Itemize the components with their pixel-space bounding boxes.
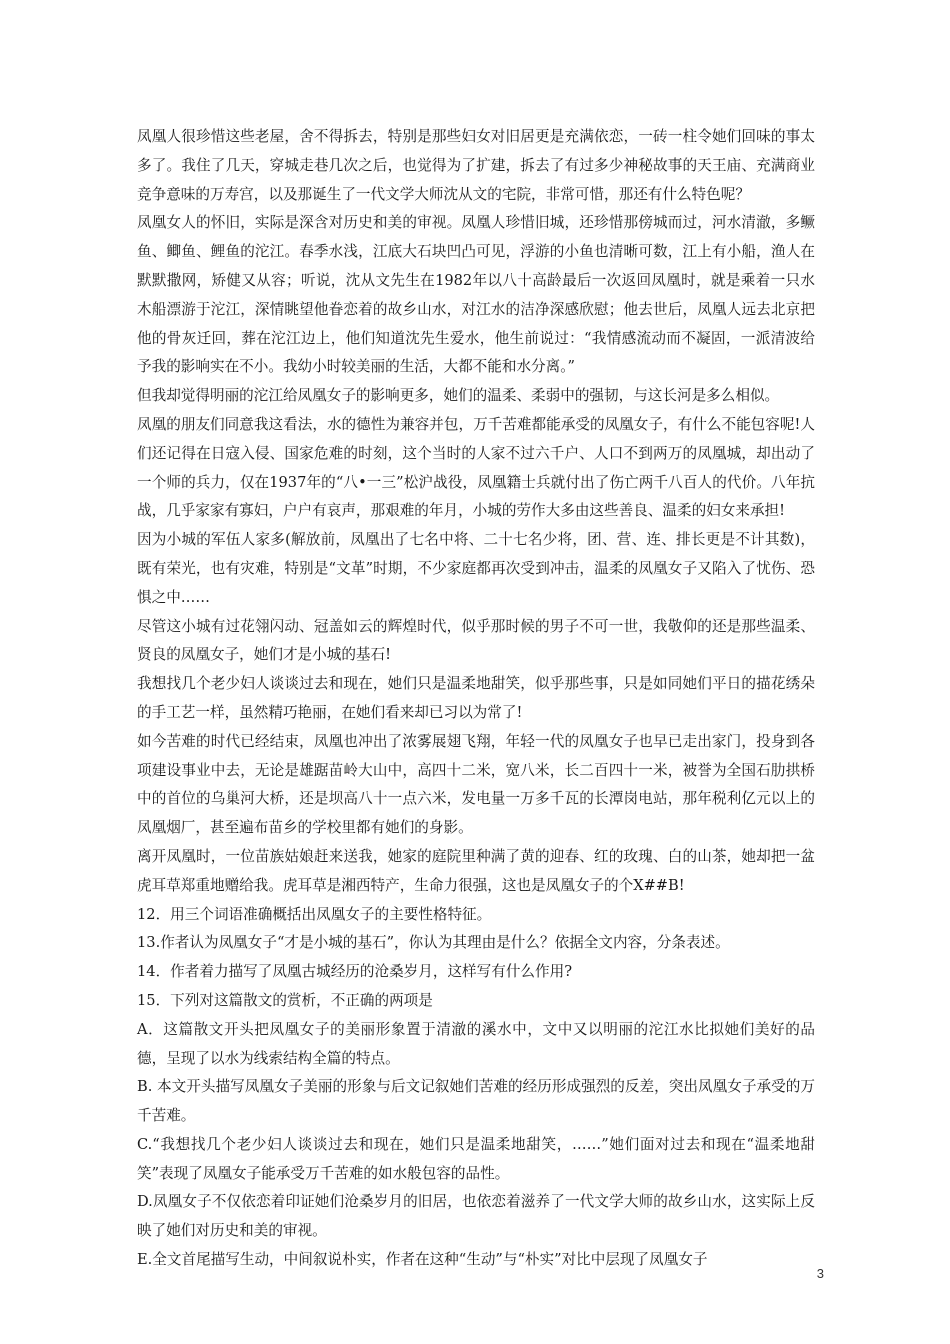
paragraph-gentle-smile: 我想找几个老少妇人谈谈过去和现在，她们只是温柔地甜笑，似乎那些事，只是如同她们平日的描花绣朵的手工艺一样，虽然精巧艳丽，在她们看来却已习以为常了! (137, 675, 815, 721)
option-a: A．这篇散文开头把凤凰女子的美丽形象置于清澈的溪水中，文中又以明丽的沱江水比拟她们美好的品德，呈现了以水为线索结构全篇的特点。 (137, 1020, 815, 1067)
option-d: D.凤凰女子不仅依恋着印证她们沧桑岁月的旧居，也依恋着滋养了一代文学大师的故乡山水，这实际上反映了她们对历史和美的审视。 (137, 1193, 815, 1240)
question-12: 12．用三个词语准确概括出凤凰女子的主要性格特征。 (137, 905, 492, 923)
paragraph-military-families: 因为小城的军伍人家多(解放前，凤凰出了七名中将、二十七名少将，团、营、连、排长更是不计其数)，既有荣光，也有灾难，特别是“文革”时期，不少家庭都再次受到冲击，温柔的凤凰女子又陷入了忧伤、恐惧之中…… (137, 531, 815, 606)
question-13: 13.作者认为凤凰女子“才是小城的基石”，你认为其理由是什么？依据全文内容，分条表述。 (137, 934, 730, 952)
paragraph-tuojiang-river: 凤凰女人的怀旧，实际是深含对历史和美的审视。凤凰人珍惜旧城，还珍惜那傍城而过，河水清澈，多鳜鱼、鲫鱼、鲤鱼的沱江。春季水浅，江底大石块凹凸可见，浮游的小鱼也清晰可数，江上有小船，渔人在默默撒网，矫健又从容；听说，沈从文先生在1982年以八十高龄最后一次返回凤凰时，就是乘着一只水木船漂游于沱江，深情眺望他眷恋着的故乡山水，对江水的洁净深感欣慰；他去世后，凤凰人远去北京把他的骨灰迁回，葬在沱江边上，他们知道沈先生爱水，他生前说过：“我情感流动而不凝固，一派清波给予我的影响实在不小。我幼小时较美丽的生活，大都不能和水分离。” (137, 214, 815, 376)
option-b: B. 本文开头描写凤凰女子美丽的形象与后文记叙她们苦难的经历形成强烈的反差，突出凤凰女子承受的万千苦难。 (137, 1078, 815, 1125)
page-number: 3 (816, 1266, 824, 1281)
question-14: 14．作者着力描写了凤凰古城经历的沧桑岁月，这样写有什么作用? (137, 963, 573, 981)
option-e: E.全文首尾描写生动，中间叙说朴实，作者在这种“生动”与“朴实”对比中层现了凤凰女子 (137, 1251, 708, 1269)
question-15: 15．下列对这篇散文的赏析，不正确的两项是 (137, 991, 433, 1009)
paragraph-war-hardship: 凤凰的朋友们同意我这看法，水的德性为兼容并包，万千苦难都能承受的凤凰女子，有什么不能包容呢!人们还记得在日寇入侵、国家危难的时刻，这个当时的人家不过六千户、人口不到两万的凤凰城，却出动了一个师的兵力，仅在1937年的“八•一三”松沪战役，凤凰籍士兵就付出了伤亡两千八百人的代价。八年抗战，几乎家家有寡妇，户户有哀声，那艰难的年月，小城的劳作大多由这些善良、温柔的妇女来承担! (137, 415, 815, 520)
paragraph-cornerstone: 尽管这小城有过花翎闪动、冠盖如云的辉煌时代，似乎那时候的男子不可一世，我敬仰的还是那些温柔、贤良的凤凰女子，她们才是小城的基石! (137, 617, 815, 664)
document-body (137, 123, 815, 1275)
paragraph-farewell: 离开凤凰时，一位苗族姑娘赶来送我，她家的庭院里种满了黄的迎春、红的玫瑰、白的山茶，她却把一盆虎耳草郑重地赠给我。虎耳草是湘西特产，生命力很强，这也是凤凰女子的个X##B! (137, 847, 815, 894)
paragraph-new-era: 如今苦难的时代已经结束，凤凰也冲出了浓雾展翅飞翔，年轻一代的凤凰女子也早已走出家门，投身到各项建设事业中去，无论是雄踞苗岭大山中，高四十二米，宽八米，长二百四十一米，被誉为全国石肋拱桥中的首位的乌巢河大桥，还是坝高八十一点六米，发电量一万多千瓦的长潭岗电站，那年税利亿元以上的凤凰烟厂，甚至遍布苗乡的学校里都有她们的身影。 (137, 732, 815, 837)
paragraph-river-influence: 但我却觉得明丽的沱江给凤凰女子的影响更多，她们的温柔、柔弱中的强韧，与这长河是多么相似。 (137, 387, 780, 405)
option-c: C.“我想找几个老少妇人谈谈过去和现在，她们只是温柔地甜笑，……”她们面对过去和现在“温柔地甜笑”表现了凤凰女子能承受万千苦难的如水般包容的品性。 (137, 1135, 815, 1182)
paragraph-old-houses: 凤凰人很珍惜这些老屋，舍不得拆去，特别是那些妇女对旧居更是充满依恋，一砖一柱令她们回味的事太多了。我住了几天，穿城走巷几次之后，也觉得为了扩建，拆去了有过多少神秘故事的天王庙、充满商业竞争意味的万寿宫，以及那诞生了一代文学大师沈从文的宅院，非常可惜，那还有什么特色呢？ (137, 128, 815, 203)
